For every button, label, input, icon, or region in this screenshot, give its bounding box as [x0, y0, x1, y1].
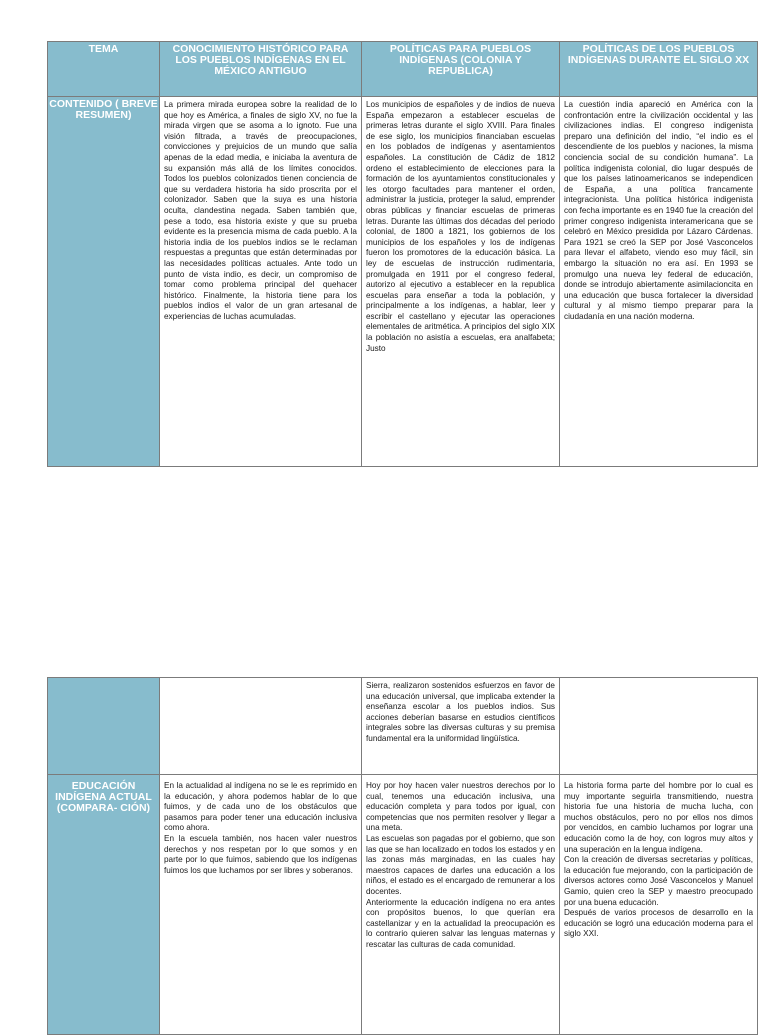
header-tema: TEMA [48, 42, 160, 97]
educacion-col1-para-2: En la escuela también, nos hacen valer nuestros derechos y nos respetan por lo que somos y en parte por lo que fuimos, sabiendo que los indígenas fuimos los que luchamos por ser libres y soberanos. [164, 833, 357, 875]
label-educacion: EDUCACIÓN INDÍGENA ACTUAL (COMPARA- CIÓN) [48, 775, 160, 1035]
educacion-col3-para-2: Con la creación de diversas secretarias y políticas, la educación fue mejorando, con la participación de diversos actores como José Vasconcelos y Manuel Gamio, quien creo la SEP y maestro preocupado por una buena educación. [564, 855, 753, 907]
educacion-col1 [160, 775, 362, 1035]
row-educacion [48, 775, 758, 1035]
comparison-table-bottom [47, 677, 758, 1035]
educacion-col3-para-3: Después de varios procesos de desarrollo en la educación se logró una educación moderna para el siglo XXI. [564, 908, 753, 939]
continuacion-col1-empty [160, 678, 362, 775]
contenido-col3: La cuestión india apareció en América con la confrontación entre la civilización occidental y las civilizaciones indias. El congreso indigenista preparo una definición del indio, “el indio es el descendiente de los pueblos y naciones, la misma conciencia social de su condición humana”. La política indigenista colonial, dio lugar después de que los países latinoamericanos se independicen de España, a una política francamente integracionista. Una política histórica indigenista con fecha importante es en 1940 fue la creación del primer congreso indigenista interamericana que se celebró en México presidida por Lázaro Cárdenas. Para 1921 se creó la SEP por José Vasconcelos para llevar el alfabeto, viendo eso muy fácil, sin embargo la situación no era así. En 1993 se promulgo una nueva ley federal de educación, donde se introdujo abiertamente asimilacioncita en una educación que busca fortalecer la diversidad cultural y al mismo tiempo preparar para la ciudadanía en una nación moderna. [560, 97, 758, 467]
educacion-col2-para-2: Las escuelas son pagadas por el gobierno, que son las que se han localizado en todos los estados y en las zonas más marginadas, en las cuales hay maestros capaces de darles una educación a los niños, el estado es el encargado de remunerar a los docentes. [366, 833, 555, 896]
comparison-table-top [47, 41, 758, 467]
header-col3: POLÍTICAS DE LOS PUEBLOS INDÍGENAS DURANTE EL SIGLO XX [560, 42, 758, 97]
contenido-col1: La primera mirada europea sobre la realidad de lo que hoy es América, a finales de siglo XV, no fue la mirada virgen que se asoma a lo ignoto. Fue una visión filtrada, a través de preocupaciones, convicciones y prejuicios de un mundo que salía apenas de la edad media, e iniciaba la aventura de su expansión más allá de los límites conocidos. Todos los pueblos colonizados tienen conciencia de que su verdadera historia ha sido proscrita por el colonizador. Saben que la suya es una historia oculta, clandestina negada. Saben también que, pese a todo, esa historia existe y que su prueba evidente es la presencia misma de cada pueblo. A la historia india de los pueblos indios se le reclaman respuestas a preguntas que están determinadas por las necesidades políticas actuales. Ante todo un punto de vista indio, es decir, un compromiso de tomar como problema principal del quehacer histórico. Finalmente, la historia tiene para los pueblos indios el valor de un gran artesanal de experiencias de luchas acumuladas. [160, 97, 362, 467]
header-col1: CONOCIMIENTO HISTÓRICO PARA LOS PUEBLOS INDÍGENAS EN EL MÉXICO ANTIGUO [160, 42, 362, 97]
header-row [48, 42, 758, 97]
educacion-col2-para-3: Anteriormente la educación indígena no era antes con propósitos buenos, lo que querían era castellanizar y en la actualidad la preocupación es lo contrario quieren salvar las lenguas maternas y rescatar las culturas de cada comunidad. [366, 897, 555, 949]
continuacion-col3-empty [560, 678, 758, 775]
educacion-col1-para-1: En la actualidad al indígena no se le es reprimido en la educación, y ahora podemos hablar de lo que fuimos, y de cada uno de los obstáculos que pasamos para poder tener una educación inclusiva como ahora. [164, 781, 357, 833]
row-continuacion [48, 678, 758, 775]
educacion-col2-para-1: Hoy por hoy hacen valer nuestros derechos por lo cual, tenemos una educación inclusiva, una educación completa y para todos por igual, con competencias que nos permiten resolver y llegar a una meta. [366, 781, 555, 833]
contenido-col2: Los municipios de españoles y de indios de nueva España empezaron a establecer escuelas de primeras letras durante el siglo XVIII. Para finales de ese siglo, los municipios financiaban escuelas en los poblados de indígenas y asentamientos españoles. La constitución de Cádiz de 1812 ordeno el establecimiento de elecciones para la formación de los ayuntamientos constitucionales y les otorgo facultades para mantener el orden, administrar la justicia, proteger la salud, emprender obras públicas y financiar escuelas de primeras letras. Durante las últimas dos décadas del periodo colonial, de 1800 a 1821, los gobiernos de los municipios de los españoles y los de indígenas fueron los promotores de la educación básica. La ley de escuelas de instrucción rudimentaria, promulgada en 1911 por el congreso federal, autorizo al ejecutivo a establecer en la republica escuelas para enseñar a toda la población, y principalmente a los indígenas, a hablar, leer y escribir el castellano y ejecutar las operaciones elementales de aritmética. A principios del siglo XIX la población no asistía a escuelas, era analfabeta; Justo [362, 97, 560, 467]
educacion-col2 [362, 775, 560, 1035]
continuacion-col2: Sierra, realizaron sostenidos esfuerzos en favor de una educación universal, que implicaba extender la enseñanza escolar a los pueblos indios. Sus acciones deberían basarse en estudios científicos integrales sobre las diversas culturas y su premisa fundamental era la uniformidad lingüística. [362, 678, 560, 775]
row-contenido [48, 97, 758, 467]
label-contenido: CONTENIDO ( BREVE RESUMEN) [48, 97, 160, 467]
header-col2: POLÍTICAS PARA PUEBLOS INDÍGENAS (COLONIA Y REPUBLICA) [362, 42, 560, 97]
educacion-col3-para-1: La historia forma parte del hombre por lo cual es muy importante seguirla transmitiendo, nuestra historia fue una historia de mucha lucha, con muchos obstáculos, pero no por ellos nos dimos por vencidos, en cambio luchamos por lograr una educación como la de hoy, con logros muy altos y una superación en la lengua indígena. [564, 781, 753, 854]
educacion-col3 [560, 775, 758, 1035]
label-continuacion-empty [48, 678, 160, 775]
